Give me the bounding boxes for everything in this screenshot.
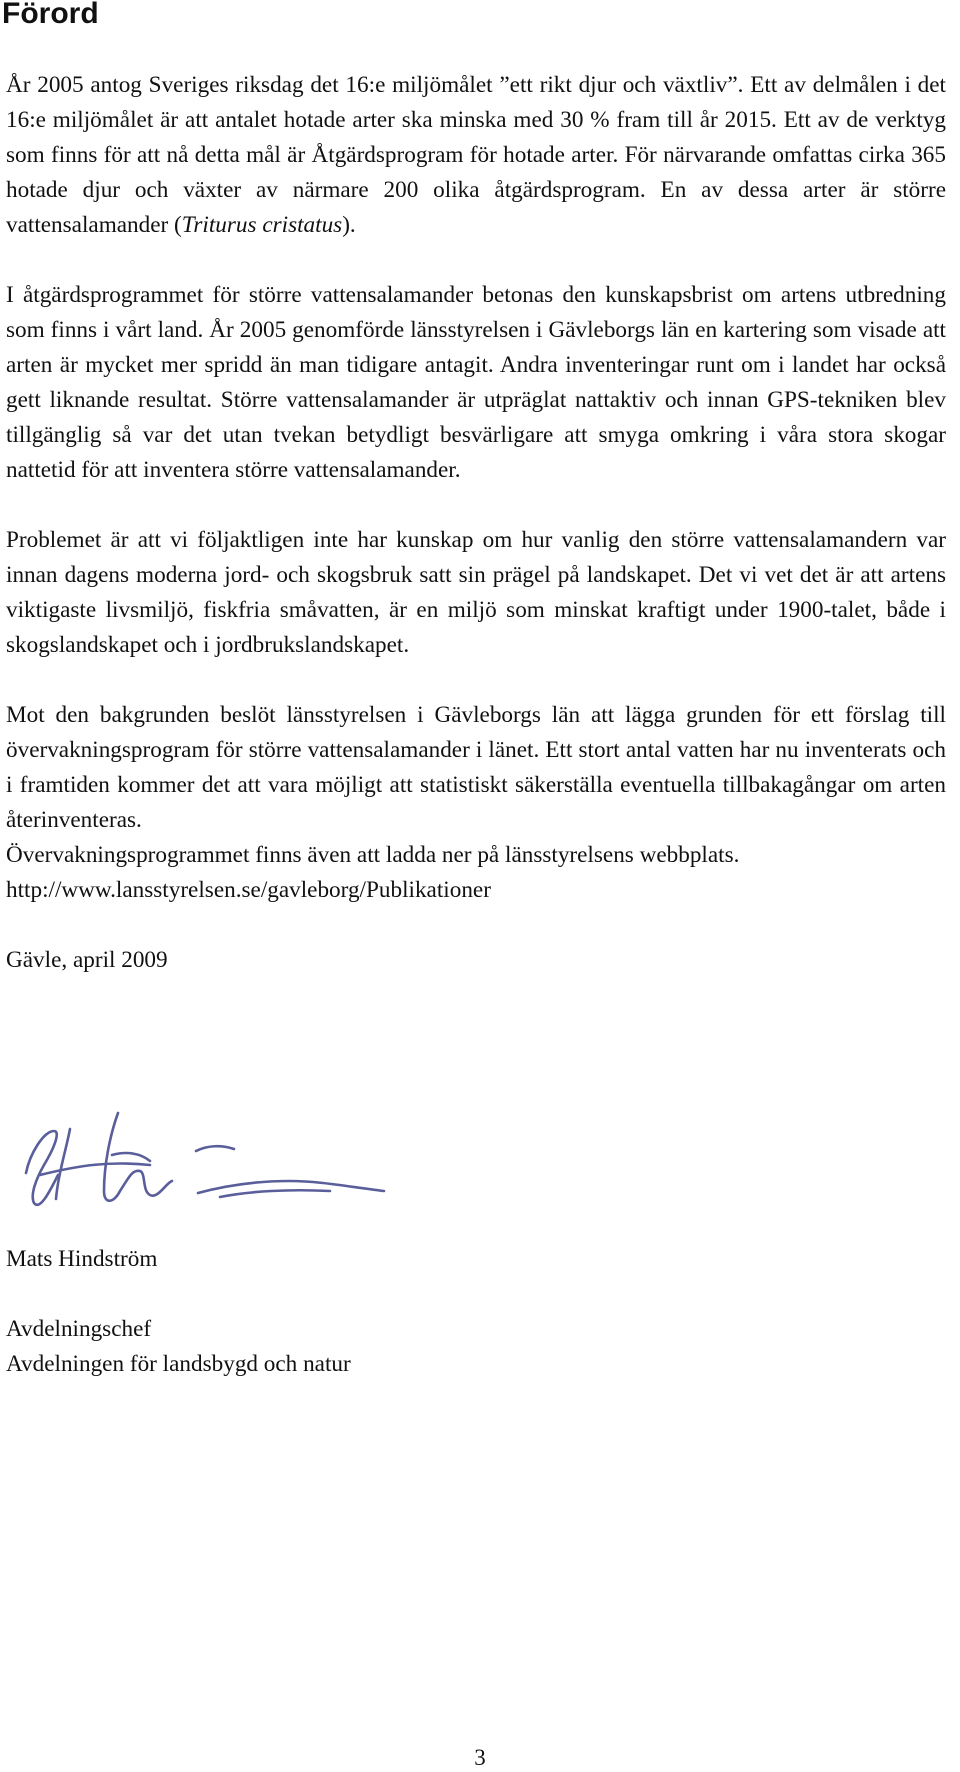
paragraph-intro-text: År 2005 antog Sveriges riksdag det 16:e miljömålet ”ett rikt djur och växtliv”. Ett av delmålen i det 16:e miljömålet är att antalet hotade arter ska minska med 30 % fram till år 2015. Ett av de verktyg som finns för att nå detta mål är Åtgärdsprogram för hotade arter. För närvarande omfattas cirka 365 hotade djur och växter av närmare 200 olika åtgärdsprogram. En av dessa arter är större vattensalamander ( — [6, 72, 946, 238]
page-title: Förord — [2, 0, 99, 30]
body-text — [6, 68, 946, 978]
paragraph-intro-end: ). — [342, 212, 356, 238]
signature-block — [6, 1242, 351, 1382]
paragraph-intro — [6, 68, 946, 243]
place-date: Gävle, april 2009 — [6, 947, 168, 973]
paragraph-download: Övervakningsprogrammet finns även att ladda ner på länsstyrelsens webbplats. — [6, 842, 740, 868]
paragraph-knowledge-gap: I åtgärdsprogrammet för större vattensalamander betonas den kunskapsbrist om artens utbredning som finns i vårt land. År 2005 genomförde länsstyrelsen i Gävleborgs län en kartering som visade att arten är mycket mer spridd än man tidigare antagit. Andra inventeringar runt om i landet har också gett liknande resultat. Större vattensalamander är utpräglat nattaktiv och innan GPS-tekniken blev tillgänglig så var det utan tvekan betydligt besvärligare att smyga omkring i våra stora skogar nattetid för att inventera större vattensalamander. — [6, 282, 946, 483]
handwritten-signature — [0, 1095, 400, 1235]
signatory-title: Avdelningschef — [6, 1316, 152, 1342]
page-number: 3 — [474, 1745, 486, 1770]
paragraph-problem: Problemet är att vi följaktligen inte har kunskap om hur vanlig den större vattensalamandern var innan dagens moderna jord- och skogsbruk satt sin prägel på landskapet. Det vi vet det är att artens viktigaste livsmiljö, fiskfria småvatten, är en miljö som minskat kraftigt under 1900-talet, både i skogslandskapet och i jordbrukslandskapet. — [6, 527, 946, 658]
signatory-name: Mats Hindström — [6, 1246, 158, 1272]
publications-link[interactable]: http://www.lansstyrelsen.se/gavleborg/Publikationer — [6, 877, 491, 903]
latin-name: Triturus cristatus — [181, 212, 343, 238]
paragraph-background: Mot den bakgrunden beslöt länsstyrelsen i Gävleborgs län att lägga grunden för ett förslag till övervakningsprogram för större vattensalamander i länet. Ett stort antal vatten har nu inventerats och i framtiden kommer det att vara möjligt att statistiskt säkerställa eventuella tillbakagångar om arten återinventeras. — [6, 702, 946, 833]
signatory-department: Avdelningen för landsbygd och natur — [6, 1351, 351, 1377]
